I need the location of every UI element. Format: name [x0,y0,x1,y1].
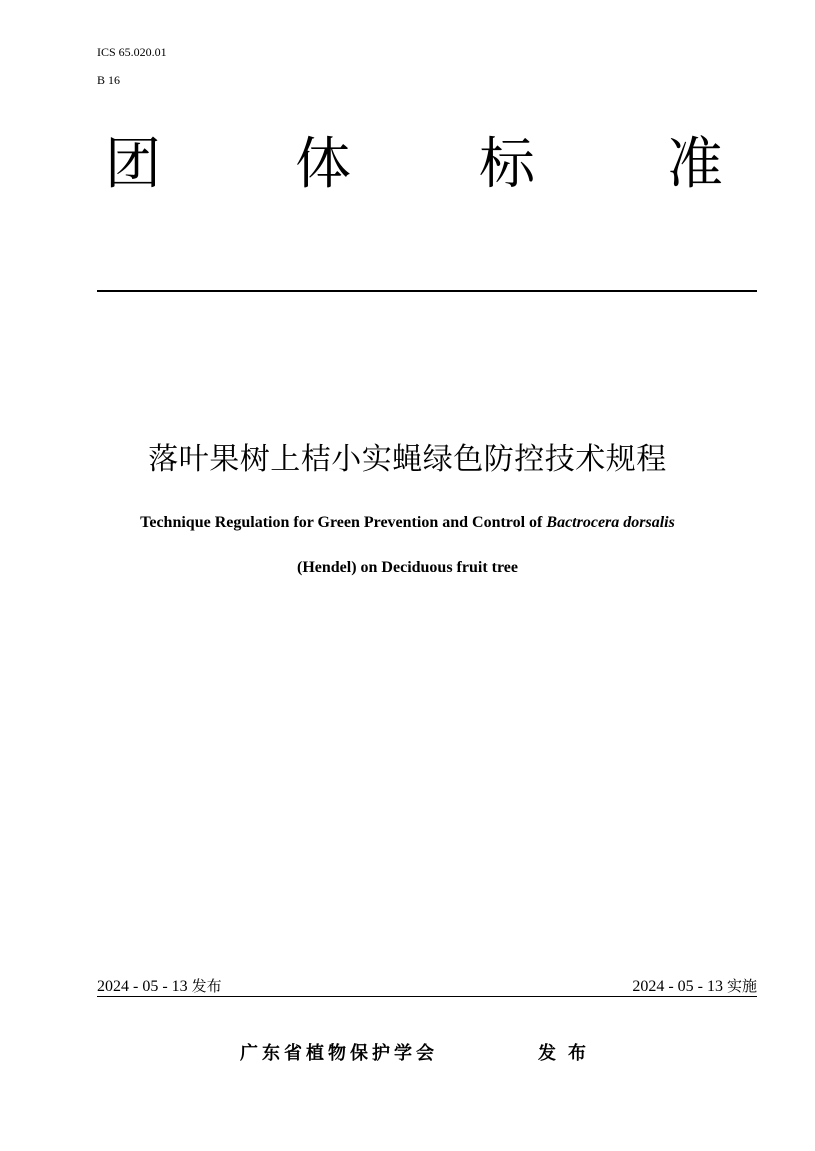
publisher-row [0,1042,815,1066]
release-label: 发布 [191,977,222,995]
implement-date: 2024 - 05 - 13 [632,978,723,995]
standard-type-char: 团 [105,132,161,197]
publish-label: 发布 [538,1043,598,1064]
date-row [97,976,757,997]
ics-code: ICS 65.020.01 [97,45,167,59]
implement-date-block [632,976,757,997]
english-title-prefix: Technique Regulation for Green Prevention and Control of [140,514,547,531]
standard-type-char: 准 [667,132,723,197]
release-date-block [97,976,222,997]
classification-code: B 16 [97,73,121,87]
header-rule [97,290,757,292]
species-name: Bactrocera dorsalis [546,514,675,531]
standard-type-title [97,130,757,200]
release-date: 2024 - 05 - 13 [97,978,188,995]
implement-label: 实施 [726,977,757,995]
chinese-title: 落叶果树上桔小实蝇绿色防控技术规程 [148,442,667,477]
standard-type-char: 体 [295,132,351,197]
english-title-line2: (Hendel) on Deciduous fruit tree [296,559,518,576]
publisher-name: 广东省植物保护学会 [240,1043,438,1064]
standard-type-char: 标 [479,132,535,197]
english-title-line1 [0,513,815,533]
